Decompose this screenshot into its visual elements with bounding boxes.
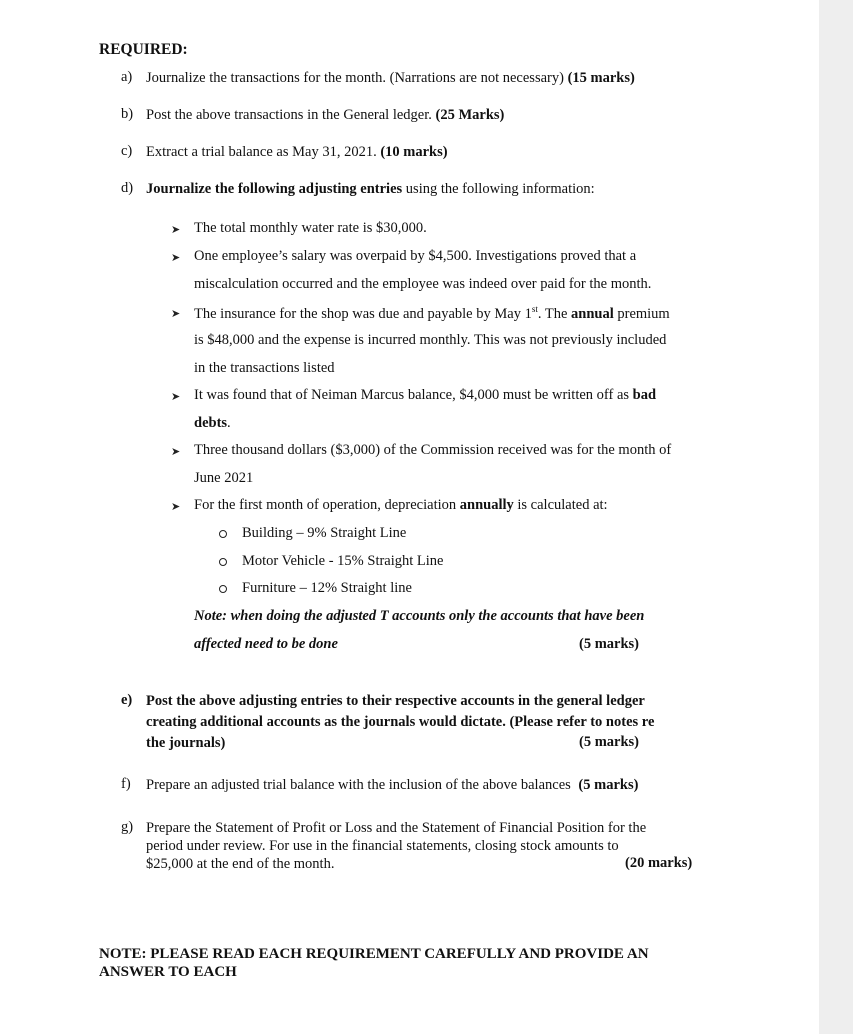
bullet-insurance-line3: in the transactions listed (194, 360, 335, 376)
item-d-bold: Journalize the following adjusting entries (146, 181, 403, 197)
bullet-bad-debts-line1 (194, 387, 656, 404)
arrow-bullet-icon: ➤ (171, 501, 181, 513)
arrow-bullet-icon: ➤ (171, 391, 181, 403)
item-a-label: a) (121, 69, 133, 85)
note-d-line1: Note: when doing the adjusted T accounts only the accounts that have been (194, 608, 645, 624)
required-heading: REQUIRED: (99, 41, 188, 58)
debts-bold: debts (194, 415, 228, 431)
item-g-line3: $25,000 at the end of the month. (146, 856, 335, 872)
item-b-text (146, 106, 504, 124)
item-c-marks: (10 marks) (380, 144, 448, 160)
insurance-text-c: premium (617, 305, 670, 322)
note-d-marks: (5 marks) (579, 636, 640, 652)
debts-end: . (227, 415, 231, 431)
depreciation-text-a: For the first month of operation, depreciation (194, 497, 457, 513)
item-d-text (146, 180, 595, 198)
bad-debts-text: It was found that of Neiman Marcus balance, $4,000 must be written off as (194, 387, 630, 403)
circle-bullet-icon (219, 530, 227, 538)
depreciation-annually: annually (459, 497, 514, 513)
circle-bullet-icon (219, 585, 227, 593)
viewer-side-panel (819, 0, 853, 1034)
bullet-bad-debts-line2 (194, 415, 231, 432)
insurance-text-b: . The (537, 305, 568, 322)
note-d-line2: affected need to be done (194, 636, 338, 652)
bullet-water-rate: The total monthly water rate is $30,000. (194, 220, 427, 236)
insurance-sup: st (531, 304, 538, 314)
arrow-bullet-icon: ➤ (171, 224, 181, 236)
item-f-body: Prepare an adjusted trial balance with the inclusion of the above balances (146, 777, 571, 793)
item-f-text (146, 776, 638, 794)
item-e-label: e) (121, 692, 133, 708)
bullet-commission-line2: June 2021 (194, 470, 254, 486)
sub-item-furniture: Furniture – 12% Straight line (242, 580, 412, 596)
item-g-line1: Prepare the Statement of Profit or Loss and the Statement of Financial Position for the (146, 820, 647, 836)
item-e-line3: the journals) (146, 735, 226, 751)
item-e-line2: creating additional accounts as the journals would dictate. (Please refer to notes re (146, 714, 655, 730)
arrow-bullet-icon: ➤ (171, 252, 181, 264)
bullet-depreciation (194, 497, 608, 514)
item-f-marks: (5 marks) (578, 777, 639, 793)
bullet-salary-line1: One employee’s salary was overpaid by $4,500. Investigations proved that a (194, 248, 637, 264)
item-b-body: Post the above transactions in the General ledger. (146, 107, 432, 123)
insurance-annual: annual (571, 305, 614, 322)
item-a-body: Journalize the transactions for the month. (Narrations are not necessary) (146, 70, 564, 86)
bullet-insurance-line2: is $48,000 and the expense is incurred monthly. This was not previously included (194, 332, 667, 348)
bullet-salary-line2: miscalculation occurred and the employee was indeed over paid for the month. (194, 276, 652, 292)
item-c-body: Extract a trial balance as May 31, 2021. (146, 144, 377, 160)
item-a-marks: (15 marks) (567, 70, 635, 86)
item-g-line2: period under review. For use in the financial statements, closing stock amounts to (146, 838, 619, 854)
item-c-label: c) (121, 143, 133, 159)
circle-bullet-icon (219, 558, 227, 566)
item-f-label: f) (121, 776, 131, 792)
item-d-body: using the following information: (405, 181, 595, 197)
sub-item-building: Building – 9% Straight Line (242, 525, 407, 541)
item-g-marks: (20 marks) (625, 855, 693, 871)
bullet-insurance-line1 (194, 304, 670, 323)
item-b-marks: (25 Marks) (435, 107, 505, 123)
footer-note-line2: ANSWER TO EACH (99, 964, 237, 980)
arrow-bullet-icon: ➤ (171, 308, 181, 320)
item-e-line1: Post the above adjusting entries to their respective accounts in the general ledger (146, 693, 645, 709)
item-g-label: g) (121, 819, 134, 835)
sub-item-motor-vehicle: Motor Vehicle - 15% Straight Line (242, 553, 444, 569)
footer-note-line1: NOTE: PLEASE READ EACH REQUIREMENT CAREFULLY AND PROVIDE AN (99, 946, 649, 962)
arrow-bullet-icon: ➤ (171, 446, 181, 458)
item-c-text (146, 143, 448, 161)
item-a-text (146, 69, 635, 87)
insurance-text-a: The insurance for the shop was due and payable by May 1 (194, 305, 532, 322)
item-d-label: d) (121, 180, 134, 196)
bad-debts-bold: bad (632, 387, 657, 403)
bullet-commission-line1: Three thousand dollars ($3,000) of the Commission received was for the month of (194, 442, 672, 458)
depreciation-text-b: is calculated at: (517, 497, 608, 513)
item-b-label: b) (121, 106, 134, 122)
item-e-marks: (5 marks) (579, 734, 640, 750)
